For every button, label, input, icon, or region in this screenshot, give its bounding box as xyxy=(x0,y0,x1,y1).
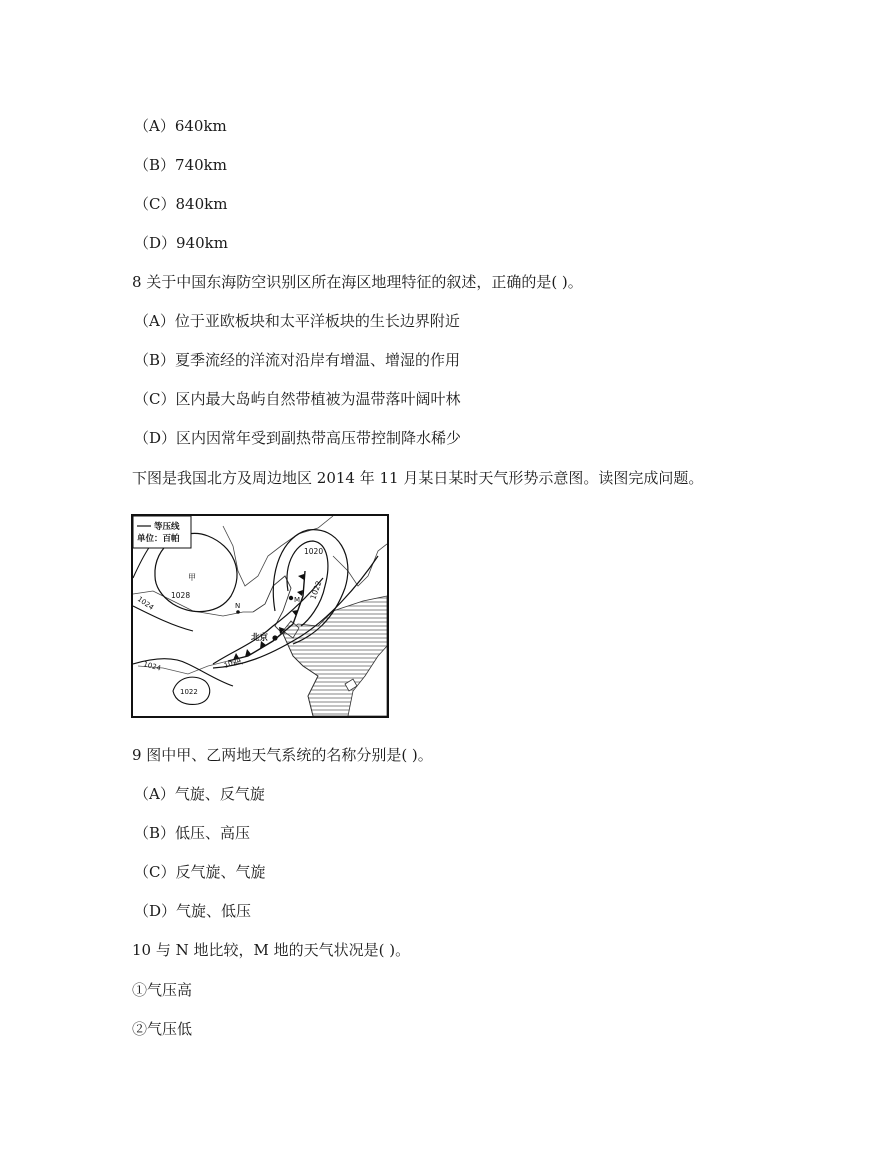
q10-item-2: ②气压低 xyxy=(132,1020,193,1038)
q7-option-a: （A）640km xyxy=(134,117,227,135)
label-1022-bottom: 1022 xyxy=(180,688,198,696)
label-m: M xyxy=(294,596,301,604)
label-1024-bottom: 1024 xyxy=(142,660,162,673)
q8-option-a: （A）位于亚欧板块和太平洋板块的生长边界附近 xyxy=(134,312,460,330)
m-point-marker xyxy=(289,596,293,600)
label-1022-right: 1022 xyxy=(308,579,324,601)
legend-title: 等压线 xyxy=(154,522,180,532)
label-jia: 甲 xyxy=(188,573,196,582)
q9-option-d: （D）气旋、低压 xyxy=(134,902,252,920)
beijing-city-marker xyxy=(272,635,277,640)
q10-stem: 10 与 N 地比较，M 地的天气状况是( )。 xyxy=(132,941,411,959)
q8-option-c: （C）区内最大岛屿自然带植被为温带落叶阔叶林 xyxy=(134,390,461,408)
q8-stem: 8 关于中国东海防空识别区所在海区地理特征的叙述，正确的是( )。 xyxy=(132,273,583,291)
label-1024-left: 1024 xyxy=(135,595,156,612)
q9-option-b: （B）低压、高压 xyxy=(134,824,251,842)
n-point-marker xyxy=(236,610,240,614)
q8-option-d: （D）区内因常年受到副热带高压带控制降水稀少 xyxy=(134,429,462,447)
weather-map-svg xyxy=(133,516,387,716)
q9-option-c: （C）反气旋、气旋 xyxy=(134,863,266,881)
q7-option-c: （C）840km xyxy=(134,195,228,213)
label-n: N xyxy=(235,602,241,610)
label-beijing: 北京 xyxy=(251,633,269,643)
q10-item-1: ①气压高 xyxy=(132,981,193,999)
q7-option-d: （D）940km xyxy=(134,234,228,252)
q7-option-b: （B）740km xyxy=(134,156,227,174)
label-1020: 1020 xyxy=(304,547,324,556)
label-1024-center: 1024 xyxy=(222,656,243,670)
q9-stem: 9 图中甲、乙两地天气系统的名称分别是( )。 xyxy=(132,746,433,764)
q9-option-a: （A）气旋、反气旋 xyxy=(134,785,265,803)
map-intro-text: 下图是我国北方及周边地区 2014 年 11 月某日某时天气形势示意图。读图完成问题。 xyxy=(132,469,704,487)
weather-map-figure xyxy=(131,514,389,718)
label-1028: 1028 xyxy=(171,591,191,600)
q8-option-b: （B）夏季流经的洋流对沿岸有增温、增湿的作用 xyxy=(134,351,461,369)
legend-unit: 单位：百帕 xyxy=(137,534,180,544)
